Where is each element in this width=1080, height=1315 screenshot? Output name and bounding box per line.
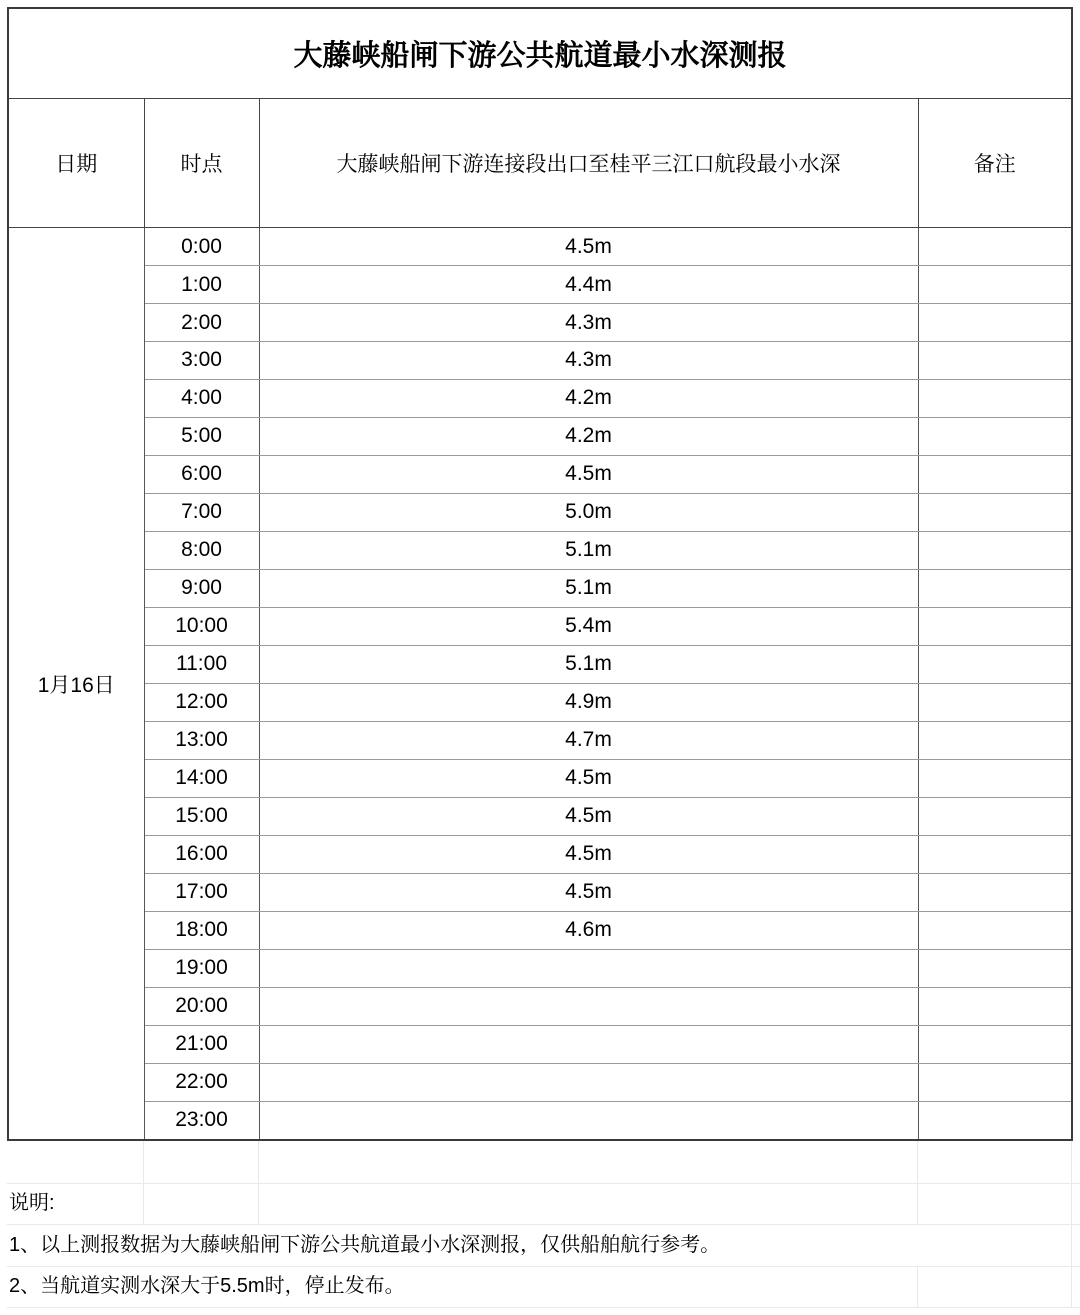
time-cell: 7:00 <box>144 493 259 531</box>
time-cell: 18:00 <box>144 911 259 949</box>
depth-report-table <box>7 7 1073 1141</box>
table-row <box>8 683 1072 721</box>
remark-cell <box>918 1101 1072 1140</box>
gridline-h <box>7 1307 1080 1308</box>
time-cell: 1:00 <box>144 266 259 304</box>
remark-cell <box>918 569 1072 607</box>
depth-cell <box>259 949 918 987</box>
remark-cell <box>918 987 1072 1025</box>
depth-cell: 5.1m <box>259 531 918 569</box>
header-row <box>8 98 1072 227</box>
table-row <box>8 493 1072 531</box>
time-cell: 13:00 <box>144 721 259 759</box>
col-header-time: 时点 <box>144 98 259 227</box>
depth-cell <box>259 1101 918 1140</box>
remark-cell <box>918 379 1072 417</box>
table-row <box>8 645 1072 683</box>
table-row <box>8 1063 1072 1101</box>
remark-cell <box>918 721 1072 759</box>
time-cell: 15:00 <box>144 797 259 835</box>
table-row <box>8 455 1072 493</box>
gridline-v <box>917 1141 918 1224</box>
time-cell: 12:00 <box>144 683 259 721</box>
time-cell: 20:00 <box>144 987 259 1025</box>
time-cell: 19:00 <box>144 949 259 987</box>
depth-cell: 4.5m <box>259 835 918 873</box>
time-cell: 0:00 <box>144 228 259 266</box>
table-row <box>8 531 1072 569</box>
depth-cell: 4.2m <box>259 379 918 417</box>
time-cell: 8:00 <box>144 531 259 569</box>
depth-cell: 4.3m <box>259 342 918 380</box>
table-row <box>8 379 1072 417</box>
depth-cell: 4.4m <box>259 266 918 304</box>
depth-cell: 4.5m <box>259 797 918 835</box>
remark-cell <box>918 949 1072 987</box>
remark-cell <box>918 1025 1072 1063</box>
date-cell: 1月16日 <box>8 228 144 1140</box>
remark-cell <box>918 531 1072 569</box>
time-cell: 23:00 <box>144 1101 259 1140</box>
remark-cell <box>918 266 1072 304</box>
col-header-depth: 大藤峡船闸下游连接段出口至桂平三江口航段最小水深 <box>259 98 918 227</box>
depth-cell: 5.4m <box>259 607 918 645</box>
table-row <box>8 1101 1072 1140</box>
table-row <box>8 1025 1072 1063</box>
remark-cell <box>918 797 1072 835</box>
depth-cell: 4.5m <box>259 759 918 797</box>
depth-cell: 4.6m <box>259 911 918 949</box>
time-cell: 11:00 <box>144 645 259 683</box>
time-cell: 16:00 <box>144 835 259 873</box>
remark-cell <box>918 228 1072 266</box>
time-cell: 2:00 <box>144 304 259 342</box>
gridline-v <box>917 1266 918 1307</box>
remark-cell <box>918 304 1072 342</box>
table-row <box>8 304 1072 342</box>
notes-label: 说明: <box>9 1192 55 1214</box>
remark-cell <box>918 835 1072 873</box>
depth-cell: 5.1m <box>259 645 918 683</box>
remark-cell <box>918 342 1072 380</box>
notes-section <box>0 1141 1080 1315</box>
time-cell: 14:00 <box>144 759 259 797</box>
remark-cell <box>918 759 1072 797</box>
depth-cell: 4.9m <box>259 683 918 721</box>
remark-cell <box>918 417 1072 455</box>
remark-cell <box>918 455 1072 493</box>
table-row <box>8 911 1072 949</box>
time-cell: 10:00 <box>144 607 259 645</box>
remark-cell <box>918 1063 1072 1101</box>
remark-cell <box>918 645 1072 683</box>
time-cell: 4:00 <box>144 379 259 417</box>
depth-cell: 4.5m <box>259 228 918 266</box>
gridline-v <box>143 1141 144 1224</box>
table-row <box>8 417 1072 455</box>
col-header-remark: 备注 <box>918 98 1072 227</box>
table-row <box>8 835 1072 873</box>
table-row <box>8 607 1072 645</box>
remark-cell <box>918 493 1072 531</box>
time-cell: 9:00 <box>144 569 259 607</box>
depth-cell: 4.3m <box>259 304 918 342</box>
table-row <box>8 266 1072 304</box>
table-row <box>8 987 1072 1025</box>
table-row <box>8 797 1072 835</box>
time-cell: 17:00 <box>144 873 259 911</box>
report-title: 大藤峡船闸下游公共航道最小水深测报 <box>8 8 1072 98</box>
remark-cell <box>918 683 1072 721</box>
depth-cell: 5.0m <box>259 493 918 531</box>
table-row <box>8 569 1072 607</box>
note-item: 2、当航道实测水深大于5.5m时，停止发布。 <box>9 1275 405 1297</box>
depth-cell <box>259 1025 918 1063</box>
table-row <box>8 342 1072 380</box>
time-cell: 5:00 <box>144 417 259 455</box>
table-row <box>8 228 1072 266</box>
depth-cell <box>259 987 918 1025</box>
note-item: 1、以上测报数据为大藤峡船闸下游公共航道最小水深测报，仅供船舶航行参考。 <box>9 1234 721 1256</box>
depth-cell <box>259 1063 918 1101</box>
gridline-v <box>1071 1141 1072 1307</box>
table-row <box>8 873 1072 911</box>
time-cell: 3:00 <box>144 342 259 380</box>
table-row <box>8 721 1072 759</box>
remark-cell <box>918 911 1072 949</box>
depth-cell: 4.7m <box>259 721 918 759</box>
depth-cell: 5.1m <box>259 569 918 607</box>
col-header-date: 日期 <box>8 98 144 227</box>
time-cell: 21:00 <box>144 1025 259 1063</box>
time-cell: 6:00 <box>144 455 259 493</box>
gridline-v <box>258 1141 259 1224</box>
remark-cell <box>918 607 1072 645</box>
remark-cell <box>918 873 1072 911</box>
table-row <box>8 949 1072 987</box>
gridline-h <box>7 1183 1080 1184</box>
depth-cell: 4.2m <box>259 417 918 455</box>
depth-cell: 4.5m <box>259 455 918 493</box>
depth-cell: 4.5m <box>259 873 918 911</box>
time-cell: 22:00 <box>144 1063 259 1101</box>
title-row <box>8 8 1072 98</box>
table-row <box>8 759 1072 797</box>
